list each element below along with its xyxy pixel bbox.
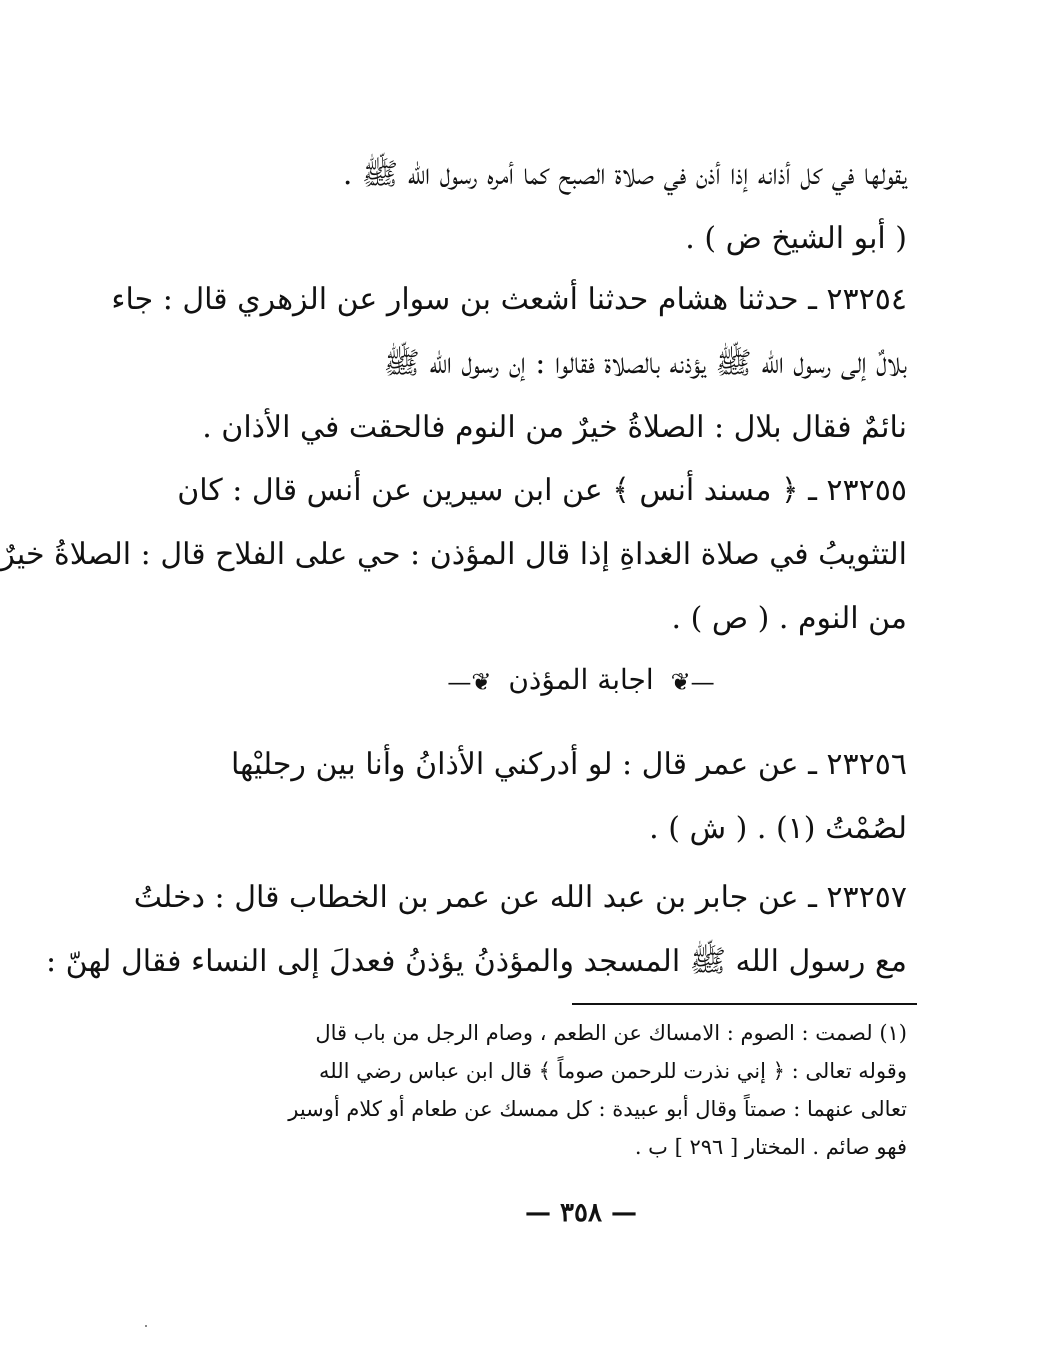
text-line: ٢٣٢٥٦ ـ عن عمر قال : لو أدركني الأذانُ وأنا بين رجليْها	[230, 747, 907, 782]
text-line: من النوم . ( ص ) .	[671, 601, 907, 636]
text-line: ٢٣٢٥٥ ـ ﴿ مسند أنس ﴾ عن ابن سيرين عن أنس قال : كان	[177, 473, 907, 508]
footnote-line: وقوله تعالى : ﴿ إني نذرت للرحمن صوماً ﴾ قال ابن عباس رضي الله	[319, 1059, 907, 1083]
footnotes	[227, 1014, 907, 1166]
text-line: التثويبُ في صلاة الغداةِ إذا قال المؤذن : حي على الفلاح قال : الصلاةُ خيرٌ	[0, 537, 907, 572]
hadith-23256	[207, 733, 907, 861]
ornament-right-icon: ❦—	[447, 667, 492, 696]
text-line: ٢٣٢٥٧ ـ عن جابر بن عبد الله عن عمر بن الخطاب قال : دخلتُ	[133, 880, 907, 915]
text-line: ( أبو الشيخ ض ) .	[685, 221, 907, 256]
text-line: نائمٌ فقال بلال : الصلاةُ خيرٌ من النوم فالحقت في الأذان .	[202, 410, 907, 445]
hadith-23257	[46, 866, 907, 994]
section-heading-title: اجابة المؤذن	[508, 663, 654, 696]
footnote-line: تعالى عنهما : صمتاً وقال أبو عبيدة : كل ممسك عن طعام أو كلام أوسير	[288, 1097, 907, 1121]
hadith-23255	[0, 459, 907, 651]
text-line: لصُمْتُ (١) . ( ش ) .	[649, 811, 907, 846]
footnote-divider	[572, 1003, 917, 1005]
hadith-23254	[111, 268, 907, 460]
scan-speck	[145, 1325, 147, 1327]
ornament-left-icon: —❦	[670, 667, 715, 696]
text-line: مع رسول الله ﷺ المسجد والمؤذنُ يؤذنُ فعدلَ إلى النساء فقال لهنّ :	[46, 944, 907, 979]
paragraph-continuation	[207, 143, 907, 271]
footnote-line: (١) لصمت : الصوم : الامساك عن الطعم ، وصام الرجل من باب قال	[315, 1021, 907, 1045]
text-line: ٢٣٢٥٤ ـ حدثنا هشام حدثنا أشعث بن سوار عن الزهري قال : جاء	[111, 282, 907, 317]
footnote-line: فهو صائم . المختار [ ٢٩٦ ] ب .	[634, 1135, 907, 1159]
section-heading	[115, 660, 1047, 702]
text-line: يقولها في كل أذانه إذا أذن في صلاة الصبح كما أمره رسول الله ﷺ .	[342, 157, 907, 192]
page-number: — ٣٥٨ —	[524, 1198, 638, 1228]
text-line: بلالٌ إلى رسول الله ﷺ يؤذنه بالصلاة فقالوا : إن رسول الله ﷺ	[383, 346, 907, 381]
